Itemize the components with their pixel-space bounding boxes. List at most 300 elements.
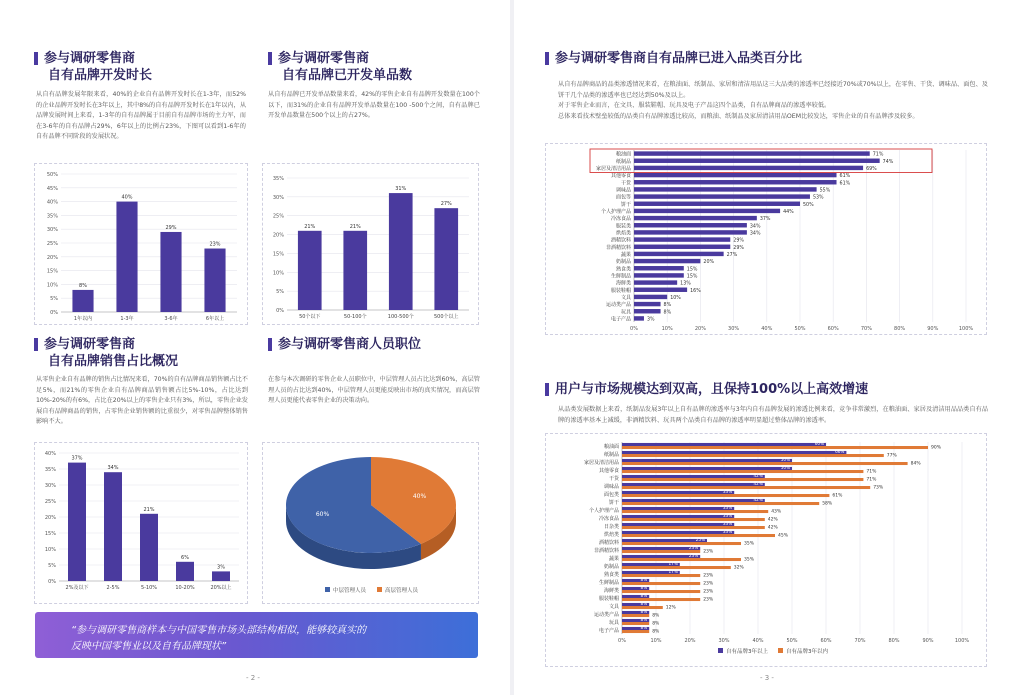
bar	[634, 202, 800, 206]
data-label: 34%	[749, 224, 761, 230]
bar	[72, 290, 93, 312]
y-tick-label: 50%	[46, 172, 58, 178]
title-marker	[268, 52, 272, 65]
data-label: 23%	[703, 581, 714, 587]
data-label: 3%	[217, 564, 225, 571]
bar	[68, 463, 86, 581]
bar-series-2	[622, 502, 819, 505]
bar-series-2	[622, 630, 649, 633]
x-tick-label: 90%	[927, 326, 939, 332]
y-tick-label: 20%	[44, 515, 56, 521]
legend-label: 自有品牌3年以上	[726, 649, 768, 655]
bar	[634, 216, 757, 220]
title-marker	[34, 52, 38, 65]
chart-frame-growth	[545, 433, 987, 667]
bar	[204, 249, 225, 312]
x-tick-label: 40%	[761, 326, 773, 332]
y-tick-label: 电子产品	[598, 628, 619, 634]
bar	[634, 273, 684, 277]
data-label: 61%	[832, 493, 843, 499]
y-tick-label: 调味品	[615, 187, 631, 194]
y-tick-label: 30%	[44, 483, 56, 489]
y-tick-label: 海鲜类	[603, 588, 619, 594]
bar-series-1	[622, 443, 826, 446]
bar	[634, 259, 700, 263]
title-line-1: 参与调研零售商	[44, 337, 136, 352]
data-label: 43%	[771, 509, 782, 515]
data-label: 8%	[652, 613, 660, 619]
y-tick-label: 调味品	[603, 484, 619, 490]
bar	[634, 209, 780, 213]
y-tick-label: 面包等	[615, 194, 631, 201]
bar	[634, 187, 817, 191]
y-tick-label: 熟食类	[615, 266, 631, 273]
data-label: 33%	[722, 529, 733, 534]
data-label: 50%	[780, 457, 790, 462]
bar-series-1	[622, 467, 792, 470]
data-label: 37%	[71, 455, 83, 462]
legend-swatch	[377, 587, 382, 592]
data-label: 32%	[733, 565, 744, 571]
legend-label: 自有品牌3年以内	[786, 649, 828, 655]
x-tick-label: 10%	[650, 638, 662, 644]
y-tick-label: 面包类	[603, 492, 619, 498]
data-label: 42%	[753, 473, 763, 478]
x-tick-label: 50%	[794, 326, 806, 332]
x-tick-label: 100-500个	[387, 314, 414, 320]
y-tick-label: 干货	[620, 180, 631, 187]
bar-series-1	[622, 475, 765, 478]
y-tick-label: 25%	[44, 499, 56, 505]
chart-frame-category-penetration	[545, 143, 987, 335]
y-tick-label: 烘焙类	[603, 532, 619, 538]
x-tick-label: 5-10%	[140, 585, 158, 591]
legend-swatch	[325, 587, 330, 592]
data-label: 6%	[181, 554, 189, 561]
data-label: 8%	[640, 593, 648, 598]
data-label: 23%	[688, 545, 699, 550]
section-title-growth	[545, 381, 985, 398]
bar-series-1	[622, 523, 734, 526]
data-label: 33%	[722, 489, 733, 494]
y-tick-label: 酒精饮料	[598, 540, 619, 546]
page-number-left: - 2 -	[246, 674, 260, 682]
y-tick-label: 服装类	[615, 223, 631, 230]
y-tick-label: 0%	[48, 579, 56, 585]
data-label: 42%	[753, 497, 763, 502]
y-tick-label: 烘焙类	[615, 230, 631, 237]
y-tick-label: 粮油面	[603, 444, 619, 450]
bar-series-2	[622, 598, 700, 601]
y-tick-label: 生鲜制品	[598, 580, 619, 586]
y-tick-label: 25%	[272, 213, 284, 220]
bar	[634, 266, 684, 270]
y-tick-label: 0%	[276, 308, 284, 314]
y-tick-label: 30%	[272, 194, 284, 201]
x-tick-label: 1-3年	[120, 316, 134, 322]
title-marker	[545, 383, 549, 396]
data-label: 23%	[209, 241, 221, 248]
title-line-1: 参与调研零售商人员职位	[278, 337, 422, 352]
y-tick-label: 个人护理产品	[600, 208, 631, 215]
y-tick-label: 非酒精饮料	[593, 548, 619, 554]
x-tick-label: 2%及以下	[65, 585, 89, 591]
data-label: 35%	[744, 541, 755, 547]
y-tick-label: 45%	[46, 185, 58, 192]
data-label: 66%	[835, 449, 845, 454]
category-penetration-chart	[546, 144, 986, 334]
data-label: 74%	[882, 159, 894, 165]
data-label: 17%	[668, 569, 678, 574]
legend-swatch	[718, 648, 723, 653]
bar	[298, 231, 322, 310]
x-tick-label: 60%	[820, 638, 832, 644]
data-label: 8%	[652, 629, 660, 635]
data-label: 15%	[686, 267, 698, 273]
y-tick-label: 35%	[44, 467, 56, 473]
x-tick-label: 10%	[661, 326, 673, 332]
bar-series-1	[622, 515, 734, 518]
y-tick-label: 0%	[50, 310, 58, 316]
title-line-1: 参与调研零售商	[44, 51, 136, 66]
data-label: 60%	[814, 441, 824, 446]
bar-series-2	[622, 446, 928, 449]
x-tick-label: 80%	[888, 638, 900, 644]
data-label: 23%	[703, 589, 714, 595]
paragraph-line: 对于零售企业而言，在文具、服装鞋帽、玩具及电子产品这四个品类，自有品牌商品的渗透率较低。	[558, 102, 831, 109]
data-label: 8%	[640, 601, 648, 606]
data-label: 23%	[703, 573, 714, 579]
y-tick-label: 奶制品	[603, 564, 619, 570]
bar	[634, 166, 863, 170]
y-tick-label: 奶制品	[615, 259, 631, 266]
bar-series-1	[622, 451, 846, 454]
bar	[104, 472, 122, 581]
title-marker	[545, 52, 549, 65]
y-tick-label: 35%	[272, 176, 284, 182]
bar-series-2	[622, 494, 829, 497]
y-tick-label: 家居及清洁用品	[583, 460, 619, 466]
section-title-positions	[268, 336, 488, 353]
bar-series-2	[622, 478, 863, 481]
data-label: 29%	[733, 245, 744, 251]
bar	[176, 562, 194, 581]
data-label: 33%	[722, 505, 733, 510]
data-label: 31%	[395, 186, 407, 193]
section-title-sku	[268, 50, 488, 84]
bar	[634, 151, 870, 155]
x-tick-label: 20%	[684, 638, 696, 644]
y-tick-label: 35%	[46, 213, 58, 220]
data-label: 23%	[703, 549, 714, 555]
bar-series-2	[622, 518, 765, 521]
bar	[634, 223, 747, 227]
x-tick-label: 20%以上	[210, 585, 232, 591]
bar	[634, 159, 880, 163]
data-label: 77%	[886, 453, 897, 459]
bar	[634, 252, 724, 256]
x-tick-label: 80%	[894, 326, 906, 332]
x-tick-label: 500个以上	[433, 314, 459, 320]
data-label: 90%	[931, 445, 942, 451]
y-tick-label: 粮油面	[615, 151, 631, 158]
y-tick-label: 玩具	[620, 309, 631, 316]
data-label: 8%	[79, 282, 87, 289]
bar	[634, 295, 667, 299]
y-tick-label: 运动类产品	[605, 302, 631, 309]
paragraph-dev-years: 从自有品牌发展年限来看，40%的企业自有品牌开发时长在1-3年，而52%的企业品牌开发时长在3年以上，其中8%的自有品牌开发时长在1年以内，从品牌发展时间上来看，1-3年的自有品牌属于目前自有品牌市场的主力军，而在3-6年的自有品牌占29%，6年以上的比例占23%，下图可以看到1-6年的自有品牌不同阶段的发展状况。	[36, 91, 246, 140]
bar-series-1	[622, 483, 765, 486]
paragraph-sku: 从自有品牌已开发单品数量来看，42%的零售企业自有品牌开发数量在100个以下，而31%的企业自有品牌开发单品数量在100 -500个之间，自有品牌已开发单品数量在500个以上的占27%。	[268, 91, 480, 119]
data-label: 69%	[866, 166, 877, 172]
data-label: 42%	[753, 481, 763, 486]
chart-frame-dev-years	[34, 163, 248, 325]
data-label: 34%	[107, 465, 119, 472]
x-tick-label: 0%	[630, 326, 638, 332]
title-line-1: 用户与市场规模达到双高，且保持100%以上高效增速	[555, 382, 869, 397]
bar	[389, 193, 413, 310]
bar	[140, 514, 158, 581]
y-tick-label: 5%	[48, 563, 56, 569]
bar	[634, 288, 687, 292]
bar-series-2	[622, 582, 700, 585]
y-tick-label: 纸制品	[603, 452, 619, 458]
data-label: 71%	[872, 152, 884, 158]
section-title-category-penetration	[545, 50, 985, 67]
data-label: 3%	[646, 317, 655, 323]
y-tick-label: 非酒精饮料	[605, 244, 631, 251]
data-label: 8%	[640, 609, 648, 614]
x-tick-label: 50个以下	[299, 314, 321, 320]
title-line-2: 自有品牌已开发单品数	[282, 68, 413, 83]
data-label: 8%	[640, 617, 648, 622]
data-label: 29%	[165, 224, 177, 231]
data-label: 21%	[349, 223, 361, 230]
data-label: 27%	[726, 252, 738, 258]
y-tick-label: 15%	[46, 268, 58, 275]
x-tick-label: 60%	[827, 326, 839, 332]
data-label: 17%	[668, 561, 678, 566]
title-line-2: 自有品牌销售占比概况	[48, 354, 179, 369]
bar-series-2	[622, 510, 768, 513]
y-tick-label: 15%	[272, 251, 284, 258]
x-tick-label: 50%	[786, 638, 798, 644]
bar-series-2	[622, 526, 765, 529]
x-tick-label: 0%	[618, 638, 626, 644]
paragraph-line: 总体来看技术壁垒较低的品类自有品牌渗透比较高，而粮油、纸制品及家居清洁用品OEM比较发达，零售企业的自有品牌涉及较多。	[558, 112, 919, 120]
y-tick-label: 服装鞋帽	[598, 596, 619, 602]
y-tick-label: 电子产品	[610, 316, 631, 323]
y-tick-label: 5%	[276, 289, 284, 296]
title-line-1: 参与调研零售商	[278, 51, 370, 66]
data-label: 21%	[304, 223, 316, 230]
y-tick-label: 10%	[272, 270, 284, 277]
section-title-dev-years	[34, 50, 244, 84]
data-label: 40%	[412, 493, 427, 501]
data-label: 8%	[640, 625, 648, 630]
y-tick-label: 熟食类	[603, 572, 619, 578]
data-label: 61%	[839, 174, 851, 180]
y-tick-label: 个人护理产品	[588, 508, 619, 514]
quote-line-1: “参与调研零售商样本与中国零售市场头部结构相似，能够较真实的	[71, 625, 367, 636]
data-label: 73%	[873, 485, 884, 491]
y-tick-label: 冷冻食品	[598, 516, 619, 522]
y-tick-label: 其他零食	[610, 173, 631, 180]
data-label: 34%	[749, 231, 761, 237]
y-tick-label: 运动类产品	[593, 612, 619, 618]
title-line-2: 自有品牌开发时长	[48, 68, 153, 83]
bar	[634, 280, 677, 284]
bar-series-2	[622, 486, 870, 489]
positions-pie-chart	[263, 443, 478, 603]
bar-series-2	[622, 558, 741, 561]
y-tick-label: 玩具	[608, 620, 619, 626]
bar-series-1	[622, 507, 734, 510]
title-marker	[34, 338, 38, 351]
y-tick-label: 纸制品	[615, 158, 631, 165]
bar-series-2	[622, 454, 884, 457]
data-label: 42%	[767, 517, 778, 523]
chart-frame-sales-share	[34, 442, 248, 604]
bar-series-1	[622, 539, 707, 542]
data-label: 23%	[703, 597, 714, 603]
data-label: 8%	[663, 310, 672, 316]
penetration-by-age-chart	[546, 434, 986, 666]
y-tick-label: 文具	[608, 604, 619, 610]
y-tick-label: 日杂类	[603, 524, 619, 530]
x-tick-label: 1年以内	[73, 316, 93, 322]
data-label: 50%	[780, 465, 790, 470]
x-tick-label: 40%	[752, 638, 764, 644]
data-label: 8%	[652, 621, 660, 627]
data-label: 44%	[783, 209, 794, 215]
data-label: 13%	[680, 281, 691, 287]
y-tick-label: 25%	[46, 241, 58, 247]
data-label: 53%	[812, 195, 824, 201]
bar	[634, 309, 661, 313]
y-tick-label: 干货	[608, 476, 619, 482]
y-tick-label: 生鲜制品	[610, 273, 631, 280]
data-label: 42%	[767, 525, 778, 531]
data-label: 71%	[866, 469, 877, 475]
data-label: 8%	[640, 577, 648, 582]
chart-frame-sku	[262, 163, 479, 325]
sku-count-chart	[263, 164, 478, 324]
legend-label: 中层管理人员	[333, 588, 367, 594]
bar-series-1	[622, 499, 765, 502]
data-label: 60%	[315, 510, 330, 518]
y-tick-label: 家居及清洁用品	[595, 165, 631, 172]
chart-frame-positions	[262, 442, 479, 604]
data-label: 16%	[690, 288, 701, 294]
bar	[212, 571, 230, 581]
data-label: 21%	[143, 506, 155, 513]
data-label: 61%	[839, 181, 851, 187]
legend-swatch	[778, 648, 783, 653]
data-label: 84%	[910, 461, 921, 467]
x-tick-label: 6年以上	[205, 316, 225, 322]
title-line-1: 参与调研零售商自有品牌已进入品类百分比	[555, 51, 803, 66]
bar	[634, 237, 730, 241]
bar	[116, 202, 137, 312]
bar-series-1	[622, 459, 792, 462]
bar	[634, 180, 837, 184]
y-tick-label: 文具	[620, 294, 631, 301]
title-marker	[268, 338, 272, 351]
data-label: 58%	[822, 501, 833, 507]
y-tick-label: 5%	[50, 296, 58, 303]
y-tick-label: 饼干	[620, 201, 631, 208]
quote-line-2: 反映中国零售业以及自有品牌现状”	[71, 641, 227, 652]
x-tick-label: 100%	[958, 326, 974, 332]
paragraph-category-penetration	[558, 80, 988, 122]
data-label: 45%	[778, 533, 789, 539]
bar	[634, 173, 837, 177]
data-label: 35%	[744, 557, 755, 563]
y-tick-label: 20%	[272, 232, 284, 239]
y-tick-label: 其他零食	[598, 468, 619, 474]
data-label: 55%	[819, 188, 831, 194]
data-label: 15%	[686, 274, 698, 280]
quote-banner	[35, 612, 478, 658]
data-label: 8%	[663, 303, 672, 309]
paragraph-line: 从自有品牌商品的品类渗透情况来看，在粮油面、纸制品、家居和清洁用品这三大品类的渗透率已经接近70%或70%以上，在零售、干货、调味品、面包、及饼干几个品类的渗透率也已经达到50%及以上。	[558, 81, 988, 99]
bar	[634, 302, 661, 306]
x-tick-label: 30%	[728, 326, 740, 332]
bar	[343, 231, 367, 310]
bar	[634, 194, 810, 198]
y-tick-label: 服装鞋帽	[610, 287, 631, 294]
x-tick-label: 100%	[954, 638, 970, 644]
sales-share-chart	[35, 443, 247, 603]
data-label: 29%	[733, 238, 744, 244]
y-tick-label: 饼干	[608, 500, 619, 506]
bar-series-2	[622, 542, 741, 545]
data-label: 33%	[722, 521, 733, 526]
data-label: 23%	[688, 553, 699, 558]
y-tick-label: 30%	[46, 227, 58, 234]
data-label: 71%	[866, 477, 877, 483]
data-label: 25%	[695, 537, 705, 542]
x-tick-label: 30%	[718, 638, 730, 644]
data-label: 37%	[759, 217, 771, 223]
y-tick-label: 海鲜类	[615, 280, 631, 287]
data-label: 50%	[803, 202, 814, 208]
bar-series-2	[622, 590, 700, 593]
bar	[634, 316, 644, 320]
y-tick-label: 20%	[46, 254, 58, 261]
y-tick-label: 15%	[44, 531, 56, 537]
section-title-sales-share	[34, 336, 244, 370]
dev-years-chart	[35, 164, 247, 324]
data-label: 10%	[670, 295, 681, 301]
x-tick-label: 70%	[860, 326, 872, 332]
data-label: 8%	[640, 585, 648, 590]
bar-series-2	[622, 574, 700, 577]
bar	[160, 232, 181, 312]
bar-series-1	[622, 531, 734, 534]
y-tick-label: 蔬果	[620, 251, 631, 258]
x-tick-label: 10-20%	[175, 585, 195, 591]
x-tick-label: 90%	[922, 638, 934, 644]
bar-series-1	[622, 491, 734, 494]
paragraph-sales-share: 从零售企业自有品牌的销售占比情况来看，70%的自有品牌商品销售额占比不足5%，而21%的零售企业自有品牌商品销售额占比5%-10%，占比达到10%-20%的有6%，占比在20%以上的零售企业只有3%，所以，零售企业发展自有品牌商品的销售，占零售企业销售额的比重很少，对零售品牌整体销售影响不大。	[36, 376, 248, 425]
bar-series-2	[622, 462, 908, 465]
y-tick-label: 酒精饮料	[610, 237, 631, 244]
y-tick-label: 40%	[44, 451, 56, 457]
x-tick-label: 2-5%	[106, 585, 120, 591]
y-tick-label: 40%	[46, 199, 58, 206]
